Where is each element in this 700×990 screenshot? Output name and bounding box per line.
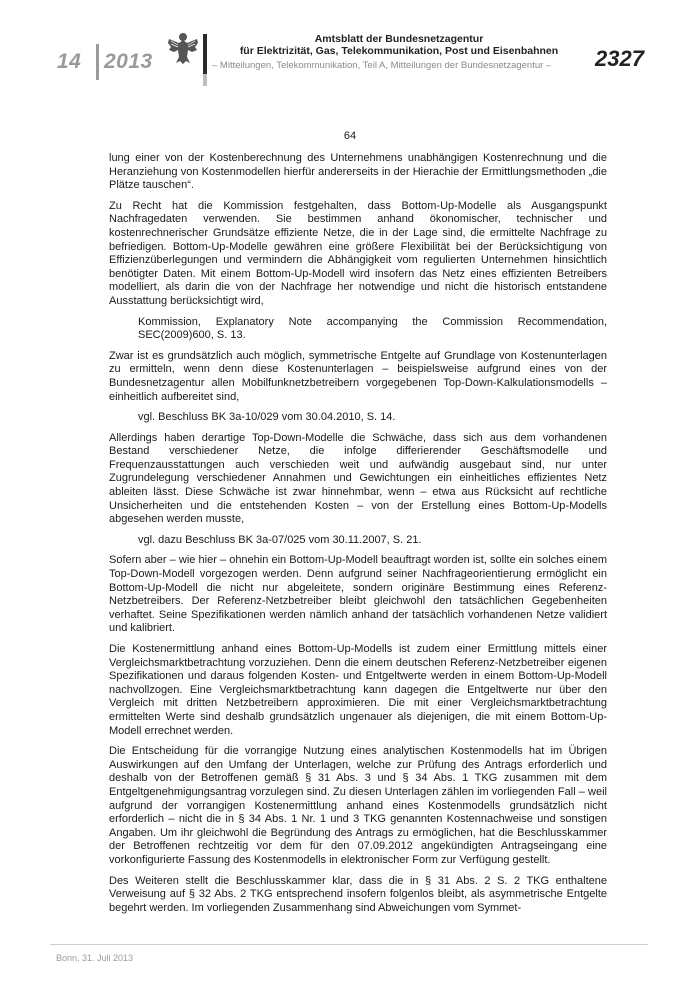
paragraph: Sofern aber – wie hier – ohnehin ein Bottom-Up-Modell beauftragt worden ist, sollte ein solches einem Top-Down-Modell vorgezogen werden. Denn aufgrund seiner Nachfrageorientierung ermöglicht ein Bottom-Up-Modell die nicht nur abgeleitete, sondern originäre Bestimmung eines Referenz-Netzbetreibers. Der Referenz-Netzbetreiber bleibt gleichwohl den tatsächlichen Gegebenheiten verhaftet. Seine Spezifikationen werden nämlich anhand der tatsächlich vorhandenen Netze validiert und kalibriert.: [109, 554, 607, 635]
citation: vgl. Beschluss BK 3a-10/029 vom 30.04.2010, S. 14.: [138, 411, 396, 424]
page-number: 2327: [595, 46, 644, 71]
gazette-title: Amtsblatt der Bundesnetzagentur: [314, 33, 484, 45]
citation: vgl. dazu Beschluss BK 3a-07/025 vom 30.11.2007, S. 21.: [138, 533, 422, 546]
paragraph: Des Weiteren stellt die Beschlusskammer klar, dass die in § 31 Abs. 2 S. 2 TKG enthaltene Verweisung auf § 32 Abs. 2 TKG entsprechend insofern folgenlos bleibt, als asymmetrische Entgelte begehrt werden. Im vorliegenden Zusammenhang sind Abweichungen vom Symmet-: [109, 874, 607, 914]
footer-divider: [50, 944, 648, 945]
paragraph: Die Kostenermittlung anhand eines Bottom-Up-Modells ist zudem einer Ermittlung mittels einer Vergleichsmarktbetrachtung vorzuziehen. Denn die einem deutschen Referenz-Netzbetreiber eigenen Spezifikationen und daraus folgenden Kosten- und Entgeltwerte werden in einem Bottom-Up-Modell nachvollzogen. Eine Vergleichsmarktbetrachtung kann dagegen die Entgeltwerte nur über den Vergleich mit dritten Netzbetreibern approximieren. Die mit einer Vergleichsmarktbetrachtung ermittelten Werte sind deshalb grundsätzlich ungenauer als diejenigen, die mit einem Bottom-Up-Modell errechnet werden.: [109, 643, 607, 737]
header-divider-light: [203, 74, 207, 86]
paragraph: Allerdings haben derartige Top-Down-Modelle die Schwäche, dass sich aus dem vorhandenen Bestand verschiedener Netze, die infolge differierender Geschäftsmodelle und Frequenzausstattungen auch verschieden weit und aufwändig ausgebaut sind, nur unter Zugrundelegung verschiedener Annahmen und Gewichtungen ein einheitliches effizientes Netz ableiten lässt. Diese Schwäche ist zwar hinnehmbar, wenn – etwa aus Rücksicht auf rechtliche Unsicherheiten und die entstehenden Kosten – von der Erstellung eines Bottom-Up-Modells abgesehen werden musste,: [109, 431, 607, 526]
inner-page-number: 64: [343, 130, 357, 142]
paragraph: lung einer von der Kostenberechnung des Unternehmens unabhängigen Kostenrechnung und die Heranziehung von Kostenmodellen hierfür andererseits in der Hierachie der Ermittlungsmethoden „die Plätze tauschen“.: [109, 152, 607, 192]
document-body: [109, 152, 607, 922]
issue-separator: [96, 44, 99, 80]
footer-place-date: Bonn, 31. Juli 2013: [56, 953, 134, 963]
paragraph: Zwar ist es grundsätzlich auch möglich, symmetrische Entgelte auf Grundlage von Kostenunterlagen zu ermitteln, wenn denn diese Kostenunterlagen – beispielsweise aufgrund eines von der Bundesnetzagentur allen Mobilfunknetzbetreibern vorgegebenen Top-Down-Kalkulationsmodells – einheitlich aufbereitet sind,: [109, 349, 607, 403]
issue-number: 14: [57, 50, 82, 73]
issue-year: 2013: [104, 50, 153, 73]
page-header: [0, 0, 700, 90]
paragraph: Die Entscheidung für die vorrangige Nutzung eines analytischen Kostenmodells hat im Übrigen Auswirkungen auf den Umfang der Unterlagen, welche zur Prüfung des Antrags erforderlich und deshalb von der Betroffenen gemäß § 31 Abs. 3 und § 34 Abs. 1 TKG zusammen mit dem Entgeltgenehmigungsantrag vorzulegen sind. Zu diesen Unterlagen zählen im vorliegenden Fall – weil aufgrund der vorrangigen Kostenermittlung anhand eines Kostenmodells grundsätzlich nicht erforderlich – nicht die in § 34 Abs. 1 Nr. 1 und 3 TKG genannten Kostennachweise und sonstigen Angaben. Um ihr gleichwohl die Begründung des Antrags zu ermöglichen, hat die Beschlusskammer der Betroffenen rechtzeitig vor dem für den 07.09.2012 angekündigten Antragseingang eine vorkonfigurierte Fassung des Kostenmodells in elektronischer Form zur Verfügung gestellt.: [109, 745, 607, 866]
federal-eagle-icon: [166, 30, 200, 66]
citation: Kommission, Explanatory Note accompanying the Commission Recommendation, SEC(2009)600, S. 13.: [138, 315, 607, 342]
paragraph: Zu Recht hat die Kommission festgehalten, dass Bottom-Up-Modelle als Ausgangspunkt Nachfragedaten verwenden. Sie bestimmen anhand ökonomischer, technischer und kostenrechnerischer Grundsätze effiziente Netze, die in der Lage sind, die ermittelte Nachfrage zu befriedigen. Bottom-Up-Modelle gewähren eine größere Flexibilität bei der Berücksichtigung von Effizienzüberlegungen und vermindern die Abhängigkeit vom regulierten Unternehmen hinsichtlich benötigter Daten. Mit einem Bottom-Up-Modell wird insofern das Netz eines effizienten Betreibers modelliert, als darin die von der Nachfrage her notwendige und nicht die historisch entstandene Ausstattung berücksichtigt wird,: [109, 199, 607, 307]
gazette-subtitle: für Elektrizität, Gas, Telekommunikation, Post und Eisenbahnen: [239, 45, 559, 57]
section-label: – Mitteilungen, Telekommunikation, Teil A, Mitteilungen der Bundesnetzagentur –: [212, 60, 552, 71]
header-divider: [203, 34, 207, 74]
